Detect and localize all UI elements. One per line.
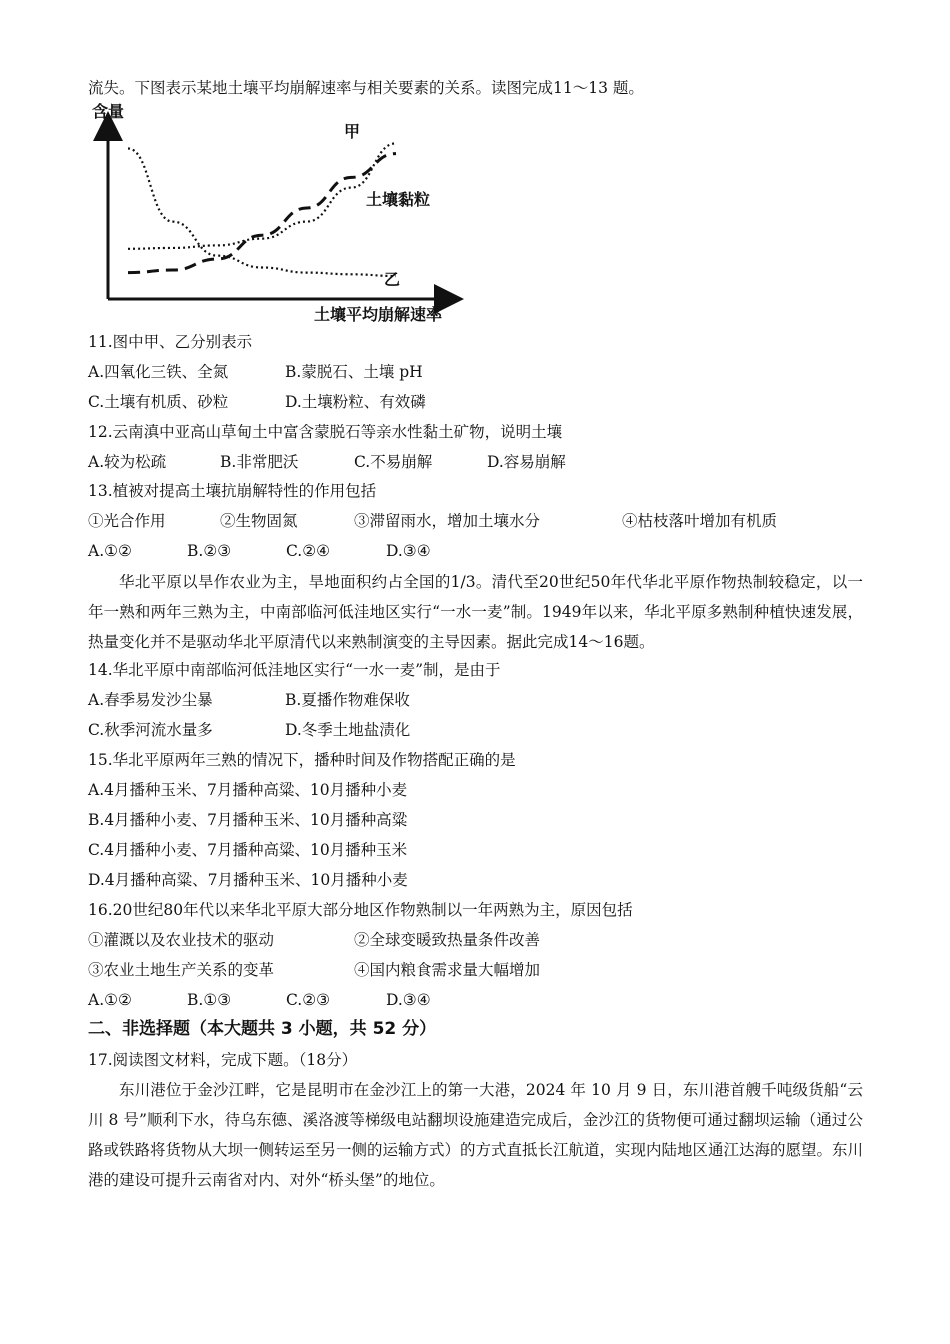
q14-option-b: B.夏播作物难保收 xyxy=(285,691,410,709)
q13-stem: 13.植被对提高土壤抗崩解特性的作用包括 xyxy=(88,482,377,500)
q13-option-a: A.①② xyxy=(88,542,132,560)
legend-label-clay: 土壤黏粒 xyxy=(366,190,431,209)
q12-option-c: C.不易崩解 xyxy=(354,453,433,471)
q15-stem: 15.华北平原两年三熟的情况下，播种时间及作物搭配正确的是 xyxy=(88,751,516,769)
q16-stem: 16.20世纪80年代以来华北平原大部分地区作物熟制以一年两熟为主，原因包括 xyxy=(88,901,633,919)
q13-statement-2: ②生物固氮 xyxy=(220,512,298,530)
q12-option-b: B.非常肥沃 xyxy=(220,453,299,471)
q15-option-a: A.4月播种玉米、7月播种高粱、10月播种小麦 xyxy=(88,781,408,799)
series-jia-line xyxy=(128,143,396,248)
q16-statement-2: ②全球变暖致热量条件改善 xyxy=(354,931,541,949)
x-axis-label: 土壤平均崩解速率 xyxy=(314,305,443,324)
series-clay-line xyxy=(128,154,396,273)
q11-option-a: A.四氧化三铁、全氮 xyxy=(88,363,229,381)
q13-statement-1: ①光合作用 xyxy=(88,512,166,530)
q15-option-d: D.4月播种高粱、7月播种玉米、10月播种小麦 xyxy=(88,871,408,889)
q14-stem: 14.华北平原中南部临河低洼地区实行“一水一麦”制，是由于 xyxy=(88,661,501,679)
q16-statement-3: ③农业土地生产关系的变革 xyxy=(88,961,275,979)
q16-option-a: A.①② xyxy=(88,991,132,1009)
q17-stem: 17.阅读图文材料，完成下题。（18分） xyxy=(88,1051,358,1069)
q14-option-d: D.冬季土地盐渍化 xyxy=(285,721,411,739)
q11-option-d: D.土壤粉粒、有效磷 xyxy=(285,393,426,411)
q16-statement-1: ①灌溉以及农业技术的驱动 xyxy=(88,931,275,949)
intro-text: 流失。下图表示某地土壤平均崩解速率与相关要素的关系。读图完成11～13 题。 xyxy=(88,79,644,97)
passage-dongchuan-port: 东川港位于金沙江畔，它是昆明市在金沙江上的第一大港，2024 年 10 月 9 日，东川港首艘千吨级货船“云川 8 号”顺利下水，待乌东德、溪洛渡等梯级电站翻坝设施建造完成后，金沙江的货物便可通过翻坝运输（通过公路或铁路将货物从大坝一侧转运至另一侧的运输方式）的方式直抵长江航道，实现内陆地区通江达海的愿望。东川港的建设可提升云南省对内、对外“桥头堡”的地位。 xyxy=(88,1081,864,1189)
q11-stem: 11.图中甲、乙分别表示 xyxy=(88,333,253,351)
q11-option-c: C.土壤有机质、砂粒 xyxy=(88,393,229,411)
q12-option-d: D.容易崩解 xyxy=(487,453,566,471)
q13-statement-4: ④枯枝落叶增加有机质 xyxy=(622,512,778,530)
q16-option-c: C.②③ xyxy=(286,991,331,1009)
q15-option-b: B.4月播种小麦、7月播种玉米、10月播种高粱 xyxy=(88,811,408,829)
legend-label-jia: 甲 xyxy=(344,122,361,141)
q12-option-a: A.较为松疏 xyxy=(88,453,167,471)
q11-option-b: B.蒙脱石、土壤 pH xyxy=(285,363,423,381)
y-axis-label: 含量 xyxy=(92,103,125,121)
q13-option-c: C.②④ xyxy=(286,542,331,560)
q14-option-a: A.春季易发沙尘暴 xyxy=(88,691,213,709)
section-heading: 二、非选择题（本大题共 3 小题，共 52 分） xyxy=(88,1019,437,1039)
series-yi-line xyxy=(128,149,396,277)
q15-option-c: C.4月播种小麦、7月播种高粱、10月播种玉米 xyxy=(88,841,408,859)
q16-statement-4: ④国内粮食需求量大幅增加 xyxy=(354,961,541,979)
q12-stem: 12.云南滇中亚高山草甸土中富含蒙脱石等亲水性黏土矿物，说明土壤 xyxy=(88,423,563,441)
q16-option-b: B.①③ xyxy=(187,991,232,1009)
q13-option-d: D.③④ xyxy=(386,542,431,560)
q13-statement-3: ③滞留雨水，增加土壤水分 xyxy=(354,512,541,530)
passage-north-china-plain: 华北平原以旱作农业为主，旱地面积约占全国的1/3。清代至20世纪50年代华北平原作物热制较稳定，以一年一熟和两年三熟为主，中南部临河低洼地区实行“一水一麦”制。1949年以来，华北平原多熟制种植快速发展，热量变化并不是驱动华北平原清代以来熟制演变的主导因素。据此完成14～16题。 xyxy=(88,573,863,651)
chart xyxy=(86,103,466,325)
q13-option-b: B.②③ xyxy=(187,542,232,560)
q16-option-d: D.③④ xyxy=(386,991,431,1009)
legend-label-yi: 乙 xyxy=(384,270,401,289)
q14-option-c: C.秋季河流水量多 xyxy=(88,721,213,739)
